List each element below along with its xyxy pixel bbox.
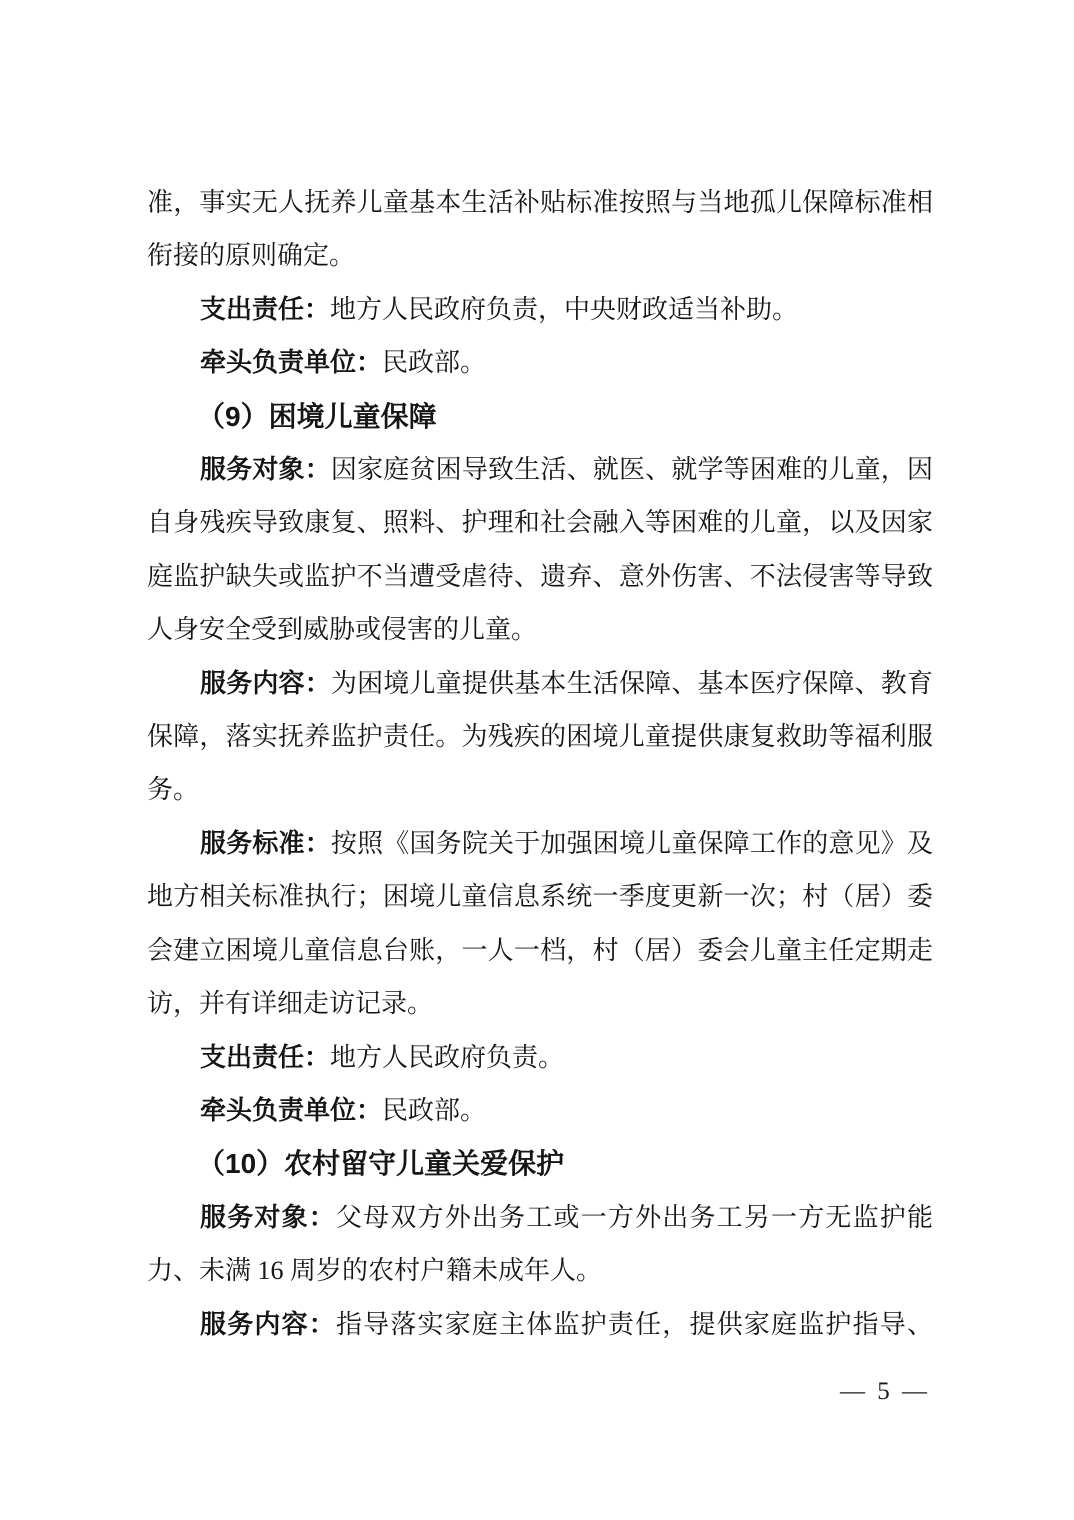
paragraph-lead-unit — [147, 336, 933, 389]
paragraph-label: 支出责任： — [200, 294, 331, 324]
paragraph-label: 服务对象： — [200, 1202, 336, 1232]
paragraph-text: 为困境儿童提供基本生活保障、基本医疗保障、教育保障，落实抚养监护责任。为残疾的困境儿童提供康复救助等福利服务。 — [147, 668, 933, 805]
paragraph-text: 地方人民政府负责。 — [330, 1042, 565, 1072]
paragraph-service-content — [147, 1298, 933, 1351]
paragraph-label: 服务内容： — [200, 668, 331, 698]
document-body — [147, 176, 933, 1351]
paragraph-continuation — [147, 176, 933, 283]
paragraph-label: 牵头负责单位： — [200, 1095, 383, 1125]
paragraph-label: 服务对象： — [200, 455, 331, 485]
paragraph-text: 地方人民政府负责，中央财政适当补助。 — [330, 294, 799, 324]
section-heading-9: （9）困境儿童保障 — [197, 400, 437, 432]
paragraph-service-target — [147, 1191, 933, 1298]
page-number — [840, 1378, 930, 1406]
page-number-text: — 5 — — [840, 1378, 930, 1405]
paragraph-text: 父母双方外出务工或一方外出务工另一方无监护能力、未满 16 周岁的农村户籍未成年人。 — [147, 1202, 933, 1286]
section-heading-10: （10）农村留守儿童关爱保护 — [197, 1148, 565, 1180]
paragraph-label: 牵头负责单位： — [200, 348, 383, 378]
paragraph-expenditure-responsibility — [147, 1031, 933, 1084]
paragraph-label: 服务内容： — [200, 1309, 336, 1339]
paragraph-lead-unit — [147, 1084, 933, 1137]
paragraph-service-content — [147, 657, 933, 817]
paragraph-text: 准，事实无人抚养儿童基本生活补贴标准按照与当地孤儿保障标准相衔接的原则确定。 — [147, 188, 933, 271]
paragraph-text: 因家庭贫困导致生活、就医、就学等困难的儿童，因自身残疾导致康复、照料、护理和社会融入等困难的儿童，以及因家庭监护缺失或监护不当遭受虐待、遗弃、意外伤害、不法侵害等导致人身安全受到威胁或侵害的儿童。 — [147, 455, 933, 645]
paragraph-label: 支出责任： — [200, 1042, 331, 1072]
paragraph-text: 民政部。 — [382, 1095, 487, 1125]
paragraph-label: 服务标准： — [200, 828, 331, 858]
paragraph-text: 民政部。 — [382, 348, 487, 378]
paragraph-expenditure-responsibility — [147, 283, 933, 336]
paragraph-text: 按照《国务院关于加强困境儿童保障工作的意见》及地方相关标准执行；困境儿童信息系统一季度更新一次；村（居）委会建立困境儿童信息台账，一人一档，村（居）委会儿童主任定期走访，并有详细走访记录。 — [147, 828, 933, 1019]
paragraph-service-standard — [147, 817, 933, 1031]
paragraph-service-target — [147, 443, 933, 657]
paragraph-text: 指导落实家庭主体监护责任，提供家庭监护指导、 — [335, 1309, 933, 1339]
